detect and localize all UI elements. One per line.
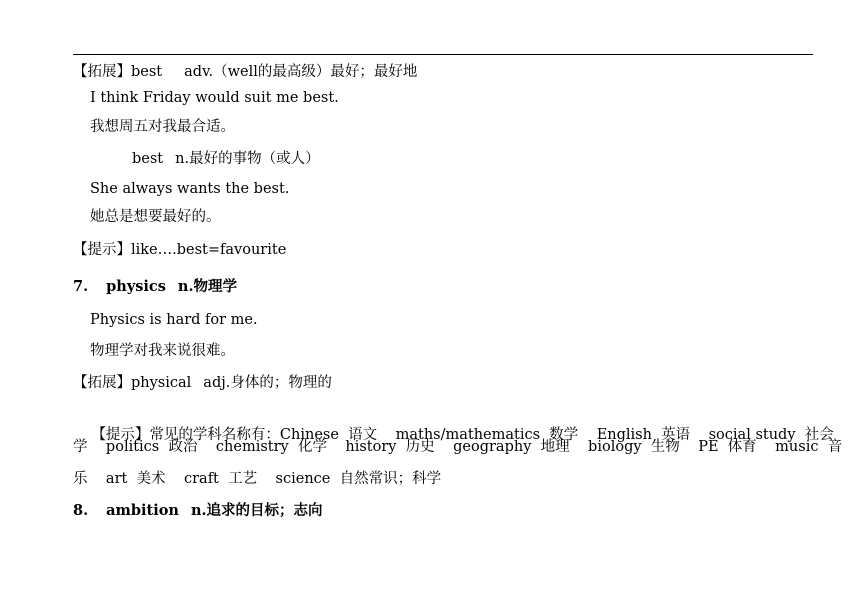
tip-text: like….best=favourite xyxy=(131,242,287,258)
word: best xyxy=(131,64,163,80)
best-noun-entry xyxy=(132,149,320,169)
tip-tag: 【提示】 xyxy=(91,427,150,443)
tip-subjects-line3: 乐 art 美术 craft 工艺 science 自然常识；科学 xyxy=(73,471,442,487)
extension-tag: 【拓展】 xyxy=(73,375,131,391)
definition: adv.（well的最高级）最好；最好地 xyxy=(184,64,418,80)
entry-heading-physics xyxy=(73,277,237,297)
example-sentence-en: She always wants the best. xyxy=(90,181,290,197)
entry-word: physics xyxy=(106,278,166,295)
extension-tag: 【拓展】 xyxy=(73,64,131,80)
entry-word: ambition xyxy=(106,502,179,519)
header-rule xyxy=(73,54,813,55)
entry-definition: n.追求的目标；志向 xyxy=(190,502,323,519)
tip-tag: 【提示】 xyxy=(73,242,131,258)
definition: adj.身体的；物理的 xyxy=(203,375,332,391)
example-sentence-zh: 物理学对我来说很难。 xyxy=(90,343,235,359)
extension-best-adv xyxy=(73,62,417,82)
tip-subjects-line2: 学 politics 政治 chemistry 化学 history 历史 geography 地理 biology 生物 PE 体育 music 音 xyxy=(73,439,843,455)
example-sentence-zh: 她总是想要最好的。 xyxy=(90,209,221,225)
example-sentence-en: Physics is hard for me. xyxy=(90,312,258,328)
entry-number: 8. xyxy=(73,502,89,519)
entry-heading-ambition xyxy=(73,501,323,521)
word: best xyxy=(132,151,164,167)
entry-number: 7. xyxy=(73,278,89,295)
definition: n.最好的事物（或人） xyxy=(175,151,320,167)
entry-definition: n.物理学 xyxy=(177,278,238,295)
tip-like-best xyxy=(73,240,286,260)
example-sentence-zh: 我想周五对我最合适。 xyxy=(90,119,235,135)
word: physical xyxy=(131,375,192,391)
tip-text: 常见的学科名称有：Chinese 语文 maths/mathematics 数学 English 英语 social study 社会 xyxy=(149,427,834,443)
extension-physical xyxy=(73,373,332,393)
example-sentence-en: I think Friday would suit me best. xyxy=(90,90,339,106)
